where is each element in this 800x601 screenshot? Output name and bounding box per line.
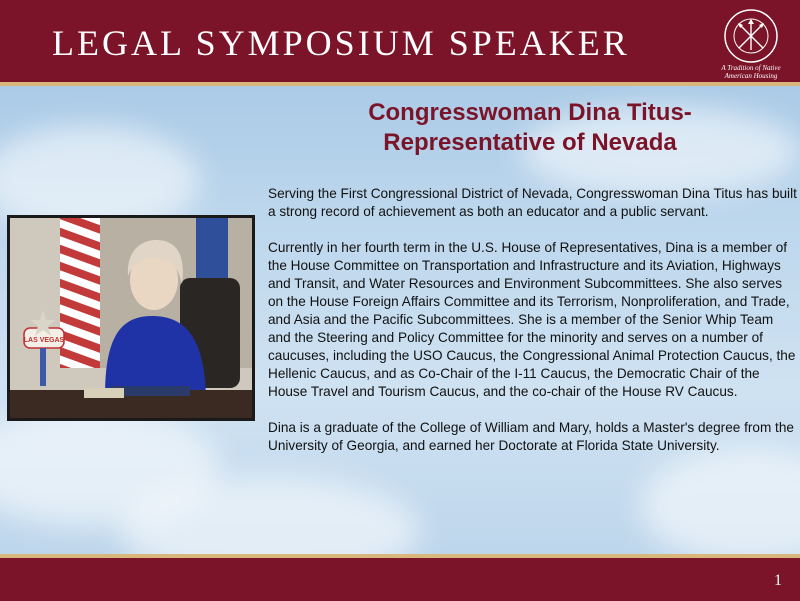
header-bar — [0, 0, 800, 86]
header-title: LEGAL SYMPOSIUM SPEAKER — [52, 23, 630, 63]
slide-title — [300, 98, 760, 158]
footer-bar — [0, 554, 800, 601]
bio-paragraph: Dina is a graduate of the College of William and Mary, holds a Master's degree from the University of Georgia, and earned her Doctorate at Florida State University. — [268, 420, 794, 453]
bio-paragraph: Serving the First Congressional District of Nevada, Congresswoman Dina Titus has built a strong record of achievement as both an educator and a public servant. — [268, 186, 797, 219]
las-vegas-sign-text: LAS VEGAS — [23, 337, 65, 344]
bio-paragraph: Currently in her fourth term in the U.S. House of Representatives, Dina is a member of the House Committee on Transportation and Infrastructure and its Aviation, Highways and Transit, and Water Resources and Environment Subcommittees. She also serves on the House Foreign Affairs Committee and its Terrorism, Nonproliferation, and Trade, and Asia and the Pacific Subcommittees. She is a member of the Senior Whip Team and the Steering and Policy Committee for the minority and serves on a number of caucuses, including the USO Caucus, the Congressional Animal Protection Caucus, the Hellenic Caucus, and as Co-Chair of the I-11 Caucus, the Democratic Chair of the House Travel and Tourism Caucus, and the co-chair of the House RV Caucus. — [268, 240, 796, 399]
logo-emblem-icon — [721, 8, 781, 64]
page-number: 1 — [774, 572, 782, 589]
portrait-image — [10, 218, 252, 418]
slide-title-line2: Representative of Nevada — [383, 129, 677, 156]
logo-tagline-line1: A Tradition of Native — [721, 64, 781, 72]
logo-tagline-line2: American Housing — [724, 72, 778, 80]
speaker-photo — [7, 215, 255, 421]
naihc-logo — [712, 8, 790, 78]
slide-title-line1: Congresswoman Dina Titus- — [368, 99, 692, 126]
logo-tagline — [712, 64, 790, 80]
speaker-bio — [268, 185, 798, 473]
